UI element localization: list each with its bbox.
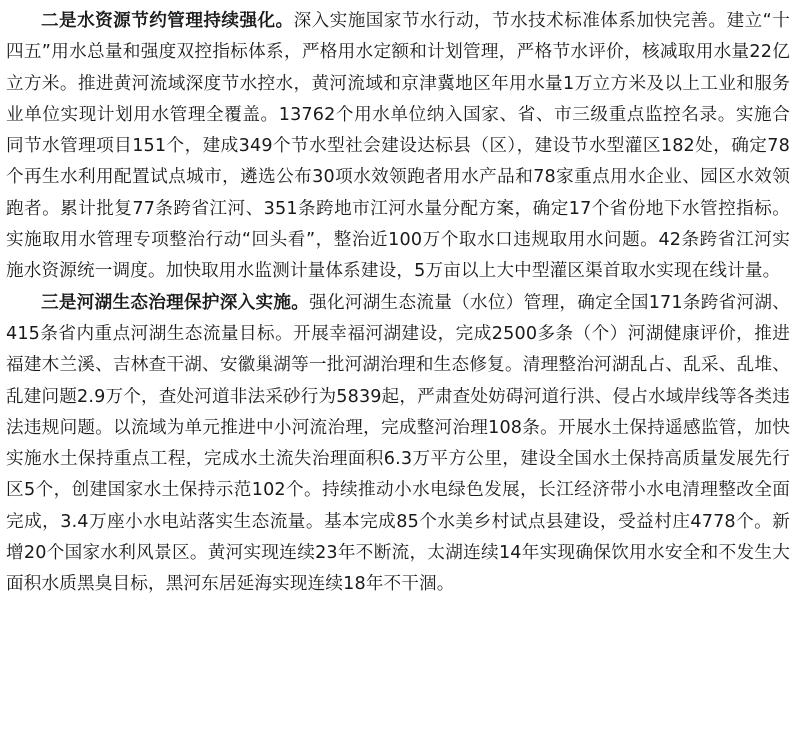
- paragraph-water-resources: [6, 6, 790, 288]
- paragraph-body-text: 深入实施国家节水行动，节水技术标准体系加快完善。建立“十四五”用水总量和强度双控指标体系，严格用水定额和计划管理，严格节水评价，核减取用水量22亿立方米。推进黄河流域深度节水控水，黄河流域和京津冀地区年用水量1万立方米及以上工业和服务业单位实现计划用水管理全覆盖。13762个用水单位纳入国家、省、市三级重点监控名录。实施合同节水管理项目151个，建成349个节水型社会建设达标县（区），建设节水型灌区182处，确定78个再生水利用配置试点城市，遴选公布30项水效领跑者用水产品和78家重点用水企业、园区水效领跑者。累计批复77条跨省江河、351条跨地市江河水量分配方案，确定17个省份地下水管控指标。实施取用水管理专项整治行动“回头看”，整治近100万个取水口违规取用水问题。42条跨省江河实施水资源统一调度。加快取用水监测计量体系建设，5万亩以上大中型灌区渠首取水实现在线计量。: [6, 11, 790, 282]
- paragraph-body-text: 强化河湖生态流量（水位）管理，确定全国171条跨省河湖、415条省内重点河湖生态流量目标。开展幸福河湖建设，完成2500多条（个）河湖健康评价，推进福建木兰溪、吉林查干湖、安徽巢湖等一批河湖治理和生态修复。清理整治河湖乱占、乱采、乱堆、乱建问题2.9万个，查处河道非法采砂行为5839起，严肃查处妨碍河道行洪、侵占水域岸线等各类违法违规问题。以流域为单元推进中小河流治理，完成整河治理108条。开展水土保持遥感监管，加快实施水土保持重点工程，完成水土流失治理面积6.3万平方公里，建设全国水土保持高质量发展先行区5个，创建国家水土保持示范102个。持续推动小水电绿色发展，长江经济带小水电清理整改全面完成，3.4万座小水电站落实生态流量。基本完成85个水美乡村试点县建设，受益村庄4778个。新增20个国家水利风景区。黄河实现连续23年不断流，太湖连续14年实现确保饮用水安全和不发生大面积水质黑臭目标，黑河东居延海实现连续18年不干涸。: [6, 292, 790, 595]
- paragraph-lead-heading: 二是水资源节约管理持续强化。: [41, 11, 294, 31]
- paragraph-lead-heading: 三是河湖生态治理保护深入实施。: [41, 292, 310, 313]
- paragraph-river-lake-ecology: [6, 288, 790, 601]
